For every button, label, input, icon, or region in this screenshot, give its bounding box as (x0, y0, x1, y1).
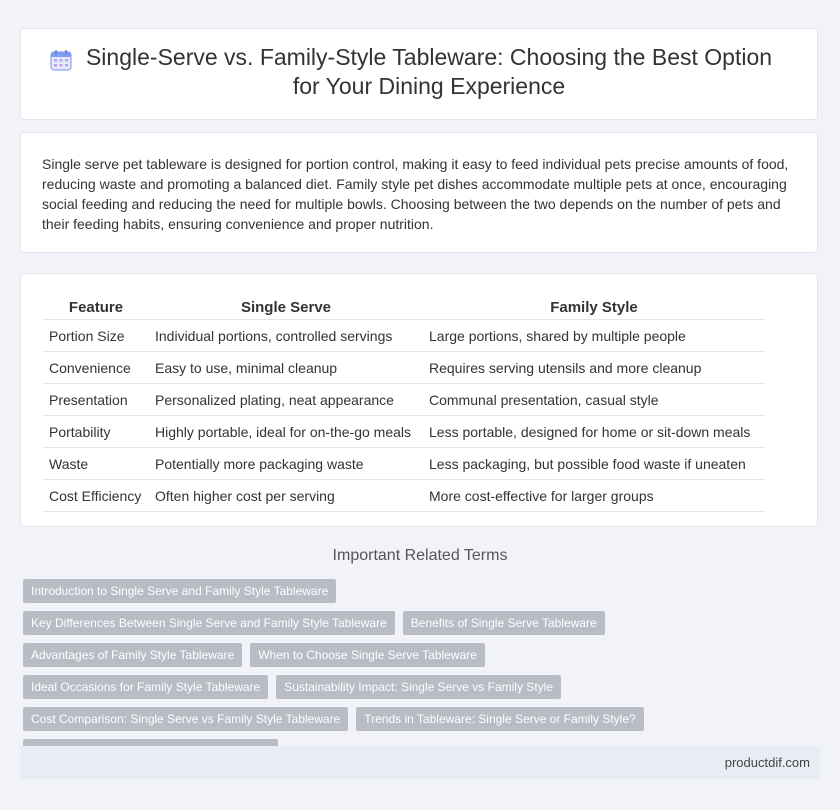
table-header-row (43, 295, 765, 320)
column-header-family-style: Family Style (423, 295, 765, 320)
table-cell: Waste (43, 448, 149, 480)
table-row (43, 448, 765, 480)
table-cell: Portability (43, 416, 149, 448)
table-cell: Cost Efficiency (43, 480, 149, 512)
related-term-link[interactable]: Sustainability Impact: Single Serve vs Family Style (276, 675, 561, 699)
related-term-link[interactable]: Ideal Occasions for Family Style Tableware (23, 675, 268, 699)
page-title: Single-Serve vs. Family-Style Tableware: Choosing the Best Option for Your Dining Experience (85, 44, 773, 99)
footer-domain[interactable]: productdif.com (724, 755, 810, 770)
related-term-link[interactable]: Key Differences Between Single Serve and Family Style Tableware (23, 611, 395, 635)
column-header-feature: Feature (43, 295, 149, 320)
table-cell: Requires serving utensils and more cleanup (423, 352, 765, 384)
comparison-table (43, 295, 765, 512)
table-cell: More cost-effective for larger groups (423, 480, 765, 512)
calendar-icon (49, 48, 73, 72)
table-row (43, 480, 765, 512)
table-cell: Less packaging, but possible food waste if uneaten (423, 448, 765, 480)
related-term-link[interactable]: When to Choose Single Serve Tableware (250, 643, 485, 667)
related-term-link[interactable]: Trends in Tableware: Single Serve or Family Style? (356, 707, 643, 731)
table-cell: Often higher cost per serving (149, 480, 423, 512)
related-terms-title: Important Related Terms (332, 547, 508, 564)
related-term-link[interactable]: Introduction to Single Serve and Family Style Tableware (23, 579, 336, 603)
column-header-single-serve: Single Serve (149, 295, 423, 320)
table-cell: Individual portions, controlled servings (149, 320, 423, 352)
table-row (43, 320, 765, 352)
table-cell: Communal presentation, casual style (423, 384, 765, 416)
intro-paragraph: Single serve pet tableware is designed for portion control, making it easy to feed individual pets precise amounts of food, reducing waste and promoting a balanced diet. Family style pet dishes accommodate multiple pets at once, encouraging social feeding and reducing the need for multiple bowls. Choosing between the two depends on the number of pets and their feeding habits, ensuring convenience and proper nutrition. (42, 156, 789, 232)
table-cell: Less portable, designed for home or sit-down meals (423, 416, 765, 448)
table-cell: Portion Size (43, 320, 149, 352)
table-cell: Highly portable, ideal for on-the-go meals (149, 416, 423, 448)
related-term-link[interactable]: Advantages of Family Style Tableware (23, 643, 242, 667)
table-cell: Convenience (43, 352, 149, 384)
intro-card (20, 132, 818, 253)
footer (20, 746, 820, 779)
header-card (20, 28, 818, 120)
related-term-link[interactable]: Cost Comparison: Single Serve vs Family Style Tableware (23, 707, 348, 731)
related-terms-list (23, 579, 723, 771)
table-row (43, 384, 765, 416)
table-cell: Potentially more packaging waste (149, 448, 423, 480)
comparison-card (20, 273, 818, 527)
title-row (21, 43, 817, 101)
table-cell: Personalized plating, neat appearance (149, 384, 423, 416)
table-row (43, 352, 765, 384)
table-cell: Easy to use, minimal cleanup (149, 352, 423, 384)
table-cell: Presentation (43, 384, 149, 416)
table-cell: Large portions, shared by multiple people (423, 320, 765, 352)
related-term-link[interactable]: Benefits of Single Serve Tableware (403, 611, 605, 635)
table-row (43, 416, 765, 448)
